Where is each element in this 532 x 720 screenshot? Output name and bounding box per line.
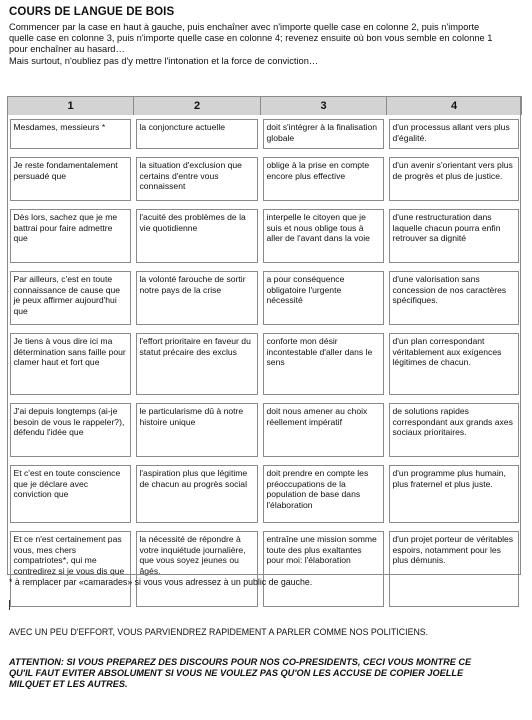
table-row xyxy=(8,115,522,153)
table-cell xyxy=(134,267,261,329)
footnote: * à remplacer par «camarades» si vous vous adressez à un public de gauche. xyxy=(9,577,313,587)
attention-line: MILQUET ET LES AUTRES. xyxy=(9,679,128,690)
table-header-row xyxy=(8,97,522,116)
table-cell xyxy=(261,527,387,611)
cell-text: a pour conséquence obligatoire l'urgente nécessité xyxy=(263,271,384,325)
cell-text: l'aspiration plus que légitime de chacun au progrès social xyxy=(136,465,258,523)
cell-text: d'un processus allant vers plus d'égalité. xyxy=(389,119,519,149)
table-cell xyxy=(8,115,134,153)
table-cell xyxy=(387,329,522,399)
cell-text: Je tiens à vous dire ici ma détermination sans faille pour clamer haut et fort que xyxy=(10,333,131,395)
table-cell xyxy=(387,115,522,153)
intro-line: Mais surtout, n'oubliez pas d'y mettre l'intonation et la force de conviction… xyxy=(9,55,319,66)
cell-text: entraîne une mission somme toute des plus exaltantes pour moi: l'élaboration xyxy=(263,531,384,607)
table-cell xyxy=(134,461,261,527)
table-row xyxy=(8,461,522,527)
cell-text: la conjoncture actuelle xyxy=(136,119,258,149)
cell-text: la volonté farouche de sortir notre pays de la crise xyxy=(136,271,258,325)
cell-text: Et ce n'est certainement pas vous, mes chers compatriotes*, qui me contredirez si je vous dis que xyxy=(10,531,131,607)
cell-text: conforte mon désir incontestable d'aller dans le sens xyxy=(263,333,384,395)
table-cell xyxy=(261,205,387,267)
attention-line: ATTENTION: SI VOUS PREPAREZ DES DISCOURS POUR NOS CO-PRESIDENTS, CECI VOUS MONTRE CE xyxy=(9,657,472,667)
cell-text: doit s'intégrer à la finalisation globale xyxy=(263,119,384,149)
table-cell xyxy=(8,329,134,399)
table-row xyxy=(8,527,522,611)
table-cell xyxy=(261,267,387,329)
column-header-4: 4 xyxy=(387,97,522,116)
intro-paragraph xyxy=(9,22,525,67)
table-row xyxy=(8,267,522,329)
table-cell xyxy=(8,153,134,205)
attention-warning xyxy=(9,657,525,691)
table-row xyxy=(8,329,522,399)
table-cell xyxy=(134,329,261,399)
cell-text: Et c'est en toute conscience que je déclare avec conviction que xyxy=(10,465,131,523)
cell-text: la situation d'exclusion que certains d'entre vous connaissent xyxy=(136,157,258,201)
table-cell xyxy=(134,399,261,461)
phrase-table xyxy=(7,96,522,611)
table-cell xyxy=(261,461,387,527)
cell-text: oblige à la prise en compte encore plus effective xyxy=(263,157,384,201)
cell-text: d'un programme plus humain, plus fraternel et plus juste. xyxy=(389,465,519,523)
table-cell xyxy=(134,115,261,153)
column-header-2: 2 xyxy=(134,97,261,116)
cell-text: la nécessité de répondre à votre inquiétude journalière, que vous soyez jeunes ou âgés, xyxy=(136,531,258,607)
cell-text: Dès lors, sachez que je me battrai pour faire admettre que xyxy=(10,209,131,263)
cell-text: de solutions rapides correspondant aux grands axes sociaux prioritaires. xyxy=(389,403,519,457)
table-cell xyxy=(261,399,387,461)
table-cell xyxy=(387,461,522,527)
table-cell xyxy=(8,205,134,267)
cell-text: d'un avenir s'orientant vers plus de progrès et plus de justice. xyxy=(389,157,519,201)
intro-line: quelle case en colonne 3, puis n'importe quelle case en colonne 4; revenez ensuite où bon vous semble en colonne 1 xyxy=(9,33,493,44)
cell-text: l'acuité des problèmes de la vie quotidienne xyxy=(136,209,258,263)
table-cell xyxy=(8,399,134,461)
document-title: COURS DE LANGUE DE BOIS xyxy=(9,6,175,18)
table-cell xyxy=(387,205,522,267)
table-cell xyxy=(8,527,134,611)
text-cursor[interactable] xyxy=(9,600,10,610)
table-cell xyxy=(134,205,261,267)
cell-text: Mesdames, messieurs * xyxy=(10,119,131,149)
column-header-1: 1 xyxy=(8,97,134,116)
cell-text: l'effort prioritaire en faveur du statut précaire des exclus xyxy=(136,333,258,395)
table-cell xyxy=(387,267,522,329)
cell-text: Par ailleurs, c'est en toute connaissance de cause que je peux affirmer aujourd'hui que xyxy=(10,271,131,325)
attention-line: QU'IL FAUT EVITER ABSOLUMENT SI VOUS NE VOULEZ PAS QU'ON LES ACCUSE DE COPIER JOELLE xyxy=(9,668,464,679)
cell-text: d'une valorisation sans concession de nos caractères spécifiques. xyxy=(389,271,519,325)
table-cell xyxy=(387,153,522,205)
table-row xyxy=(8,399,522,461)
table-cell xyxy=(134,527,261,611)
cell-text: le particularisme dû à notre histoire unique xyxy=(136,403,258,457)
cell-text: interpelle le citoyen que je suis et nous oblige tous à aller de l'avant dans la voie xyxy=(263,209,384,263)
table-cell xyxy=(387,527,522,611)
cell-text: d'un projet porteur de véritables espoirs, notamment pour les plus démunis. xyxy=(389,531,519,607)
table-cell xyxy=(261,329,387,399)
table-cell xyxy=(8,461,134,527)
table-cell xyxy=(387,399,522,461)
table-row xyxy=(8,153,522,205)
cell-text: Je reste fondamentalement persuadé que xyxy=(10,157,131,201)
table-cell xyxy=(8,267,134,329)
table-cell xyxy=(261,153,387,205)
column-header-3: 3 xyxy=(261,97,387,116)
cell-text: doit prendre en compte les préoccupations de la population de base dans l'élaboration xyxy=(263,465,384,523)
cell-text: J'ai depuis longtemps (ai-je besoin de vous le rappeler?), défendu l'idée que xyxy=(10,403,131,457)
intro-line: Commencer par la case en haut à gauche, puis enchaîner avec n'importe quelle case en colonne 2, puis n'importe xyxy=(9,22,480,32)
table-cell xyxy=(261,115,387,153)
table-row xyxy=(8,205,522,267)
cell-text: d'un plan correspondant véritablement aux exigences légitimes de chacun. xyxy=(389,333,519,395)
cell-text: d'une restructuration dans laquelle chacun pourra enfin retrouver sa dignité xyxy=(389,209,519,263)
intro-line: pour enchaîner au hasard… xyxy=(9,44,125,55)
closing-statement: AVEC UN PEU D'EFFORT, VOUS PARVIENDREZ RAPIDEMENT A PARLER COMME NOS POLITICIENS. xyxy=(9,627,429,637)
table-cell xyxy=(134,153,261,205)
cell-text: doit nous amener au choix réellement impératif xyxy=(263,403,384,457)
